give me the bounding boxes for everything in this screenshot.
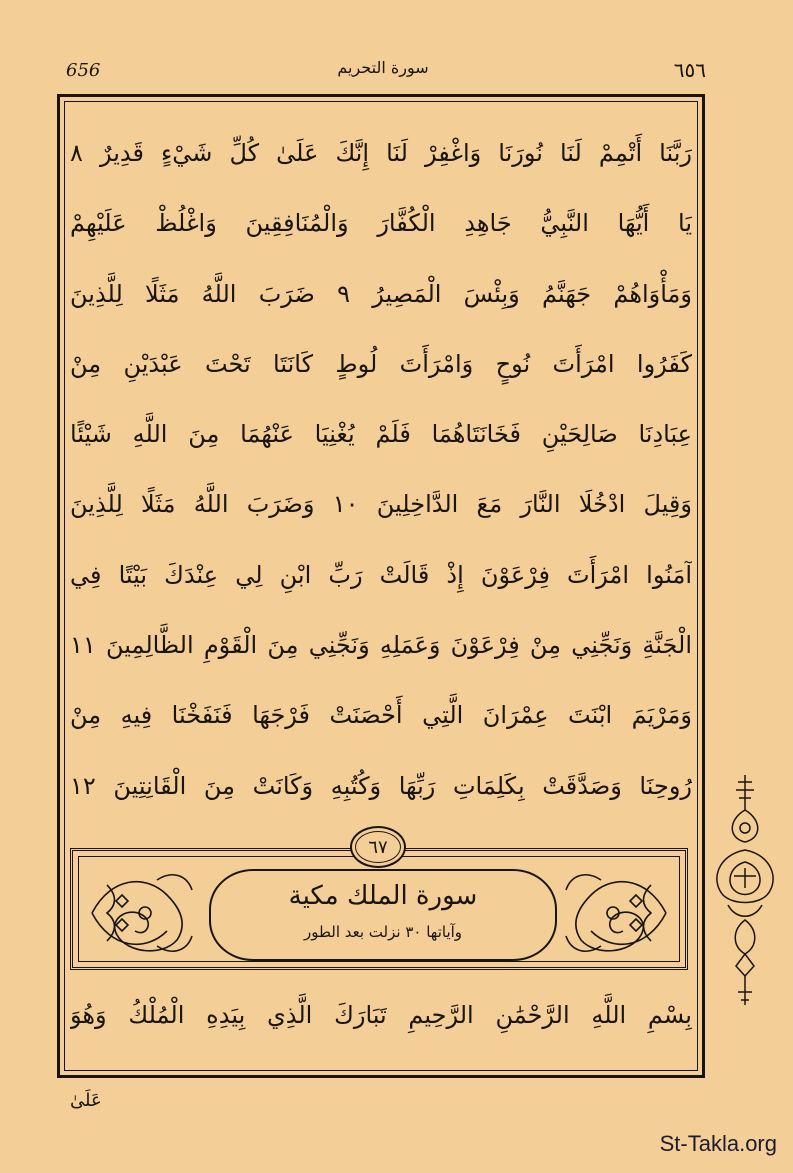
verse-line: الْجَنَّةِ وَنَجِّنِي مِنْ فِرْعَوْنَ وَعَمَلِهِ وَنَجِّنِي مِنَ الْقَوْمِ الظَّالِمِينَ ١١	[70, 631, 692, 660]
verse-line: وَمَرْيَمَ ابْنَتَ عِمْرَانَ الَّتِي أَحْصَنَتْ فَرْجَهَا فَنَفَخْنَا فِيهِ مِنْ	[70, 701, 692, 730]
verse-line: وَمَأْوَاهُمْ جَهَنَّمُ وَبِئْسَ الْمَصِيرُ ٩ ضَرَبَ اللَّهُ مَثَلًا لِلَّذِينَ	[70, 279, 692, 308]
basmala-line: بِسْمِ اللَّهِ الرَّحْمَٰنِ الرَّحِيمِ تَبَارَكَ الَّذِي بِيَدِهِ الْمُلْكُ وَهُوَ	[70, 1001, 692, 1029]
hizb-marker-ornament-icon	[708, 770, 782, 1020]
page-number-latin: 656	[66, 60, 101, 81]
page-number-arabic: ٦٥٦	[673, 58, 706, 82]
verse-line: رَبَّنَا أَتْمِمْ لَنَا نُورَنَا وَاغْفِرْ لَنَا إِنَّكَ عَلَىٰ كُلِّ شَيْءٍ قَدِيرٌ ٨	[70, 139, 692, 167]
verse-line: كَفَرُوا امْرَأَتَ نُوحٍ وَامْرَأَتَ لُوطٍ كَانَتَا تَحْتَ عَبْدَيْنِ مِنْ	[70, 349, 692, 378]
catchword: عَلَىٰ	[70, 1090, 102, 1111]
surah-name: سورة الملك مكية	[288, 881, 478, 911]
surah-info: وآياتها ٣٠ نزلت بعد الطور	[303, 923, 463, 941]
surah-number-badge: ٦٧	[350, 826, 406, 868]
verse-line: يَا أَيُّهَا النَّبِيُّ جَاهِدِ الْكُفَّارَ وَالْمُنَافِقِينَ وَاغْلُظْ عَلَيْهِمْ	[70, 209, 692, 238]
verse-line: وَقِيلَ ادْخُلَا النَّارَ مَعَ الدَّاخِلِينَ ١٠ وَضَرَبَ اللَّهُ مَثَلًا لِلَّذِينَ	[70, 490, 692, 519]
arabesque-ornament-icon	[87, 865, 197, 961]
page-header	[58, 58, 708, 88]
verse-line: رُوحِنَا وَصَدَّقَتْ بِكَلِمَاتِ رَبِّهَا وَكُتُبِهِ وَكَانَتْ مِنَ الْقَانِتِينَ ١٢	[70, 771, 692, 800]
verse-line: عِبَادِنَا صَالِحَيْنِ فَخَانَتَاهُمَا فَلَمْ يُغْنِيَا عَنْهُمَا مِنَ اللَّهِ شَيْئًا	[70, 420, 692, 449]
arabesque-ornament-icon	[561, 865, 671, 961]
surah-name-cartouche	[209, 869, 557, 961]
watermark-text: St-Takla.org	[659, 1131, 777, 1156]
verse-text-block	[70, 118, 692, 821]
verse-line: آمَنُوا امْرَأَتَ فِرْعَوْنَ إِذْ قَالَتْ رَبِّ ابْنِ لِي عِنْدَكَ بَيْتًا فِي	[70, 560, 692, 589]
running-surah-title: سورة التحريم	[337, 58, 429, 77]
surah-banner-inner-border	[78, 856, 680, 962]
